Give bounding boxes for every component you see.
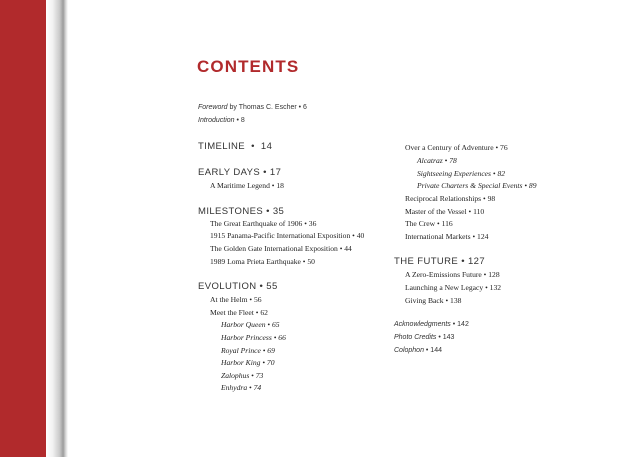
section-heading-early-days: EARLY DAYS • 17 [198,167,282,178]
toc-entry-foreword [198,104,307,111]
toc-subentry: Zalophus • 73 [221,371,264,380]
toc-entry: The Golden Gate International Exposition • 44 [210,244,352,253]
foreword-label: Foreword [198,104,228,111]
toc-subentry: Alcatraz • 78 [417,156,457,165]
toc-entry-photo-credits [394,334,454,341]
page-gutter-shadow [46,0,68,457]
toc-entry-acknowledgments [394,321,469,328]
toc-entry-introduction [198,117,245,124]
toc-entry: Reciprocal Relationships • 98 [405,194,496,203]
introduction-page: • 8 [234,117,245,124]
back-label: Photo Credits [394,334,437,341]
back-page: • 142 [450,321,469,328]
back-label: Colophon [394,347,424,354]
toc-entry: Launching a New Legacy • 132 [405,283,502,292]
toc-entry: A Maritime Legend • 18 [210,181,284,190]
toc-entry: The Crew • 116 [405,219,453,228]
toc-entry: 1989 Loma Prieta Earthquake • 50 [210,257,315,266]
back-label: Acknowledgments [394,321,451,328]
section-heading-milestones: MILESTONES • 35 [198,206,285,217]
introduction-label: Introduction [198,117,235,124]
section-heading-timeline: TIMELINE • 14 [198,141,273,152]
toc-subentry: Harbor Princess • 66 [221,333,286,342]
section-heading-the-future: THE FUTURE • 127 [394,256,486,267]
section-heading-evolution: EVOLUTION • 55 [198,281,278,292]
toc-entry: A Zero-Emissions Future • 128 [405,270,500,279]
toc-entry: Giving Back • 138 [405,296,462,305]
toc-entry: Master of the Vessel • 110 [405,207,485,216]
red-spine-bar [0,0,46,457]
toc-subentry: Sightseeing Experiences • 82 [417,169,506,178]
toc-subentry: Private Charters & Special Events • 89 [417,181,537,190]
toc-entry: 1915 Panama-Pacific International Exposition • 40 [210,231,365,240]
toc-entry: Meet the Fleet • 62 [210,308,268,317]
toc-subentry: Harbor Queen • 65 [221,320,280,329]
toc-subentry: Harbor King • 70 [221,358,275,367]
toc-subentry: Enhydra • 74 [221,383,262,392]
page-title: CONTENTS [197,57,300,76]
toc-subentry: Royal Prince • 69 [221,346,275,355]
foreword-author-page: Thomas C. Escher • 6 [238,104,307,111]
toc-entry: Over a Century of Adventure • 76 [405,143,508,152]
back-page: • 143 [436,334,455,341]
toc-entry-colophon [394,347,442,354]
toc-entry: The Great Earthquake of 1906 • 36 [210,219,317,228]
back-page: • 144 [423,347,442,354]
toc-entry: At the Helm • 56 [210,295,262,304]
toc-entry: International Markets • 124 [405,232,489,241]
foreword-by: by [227,104,239,111]
